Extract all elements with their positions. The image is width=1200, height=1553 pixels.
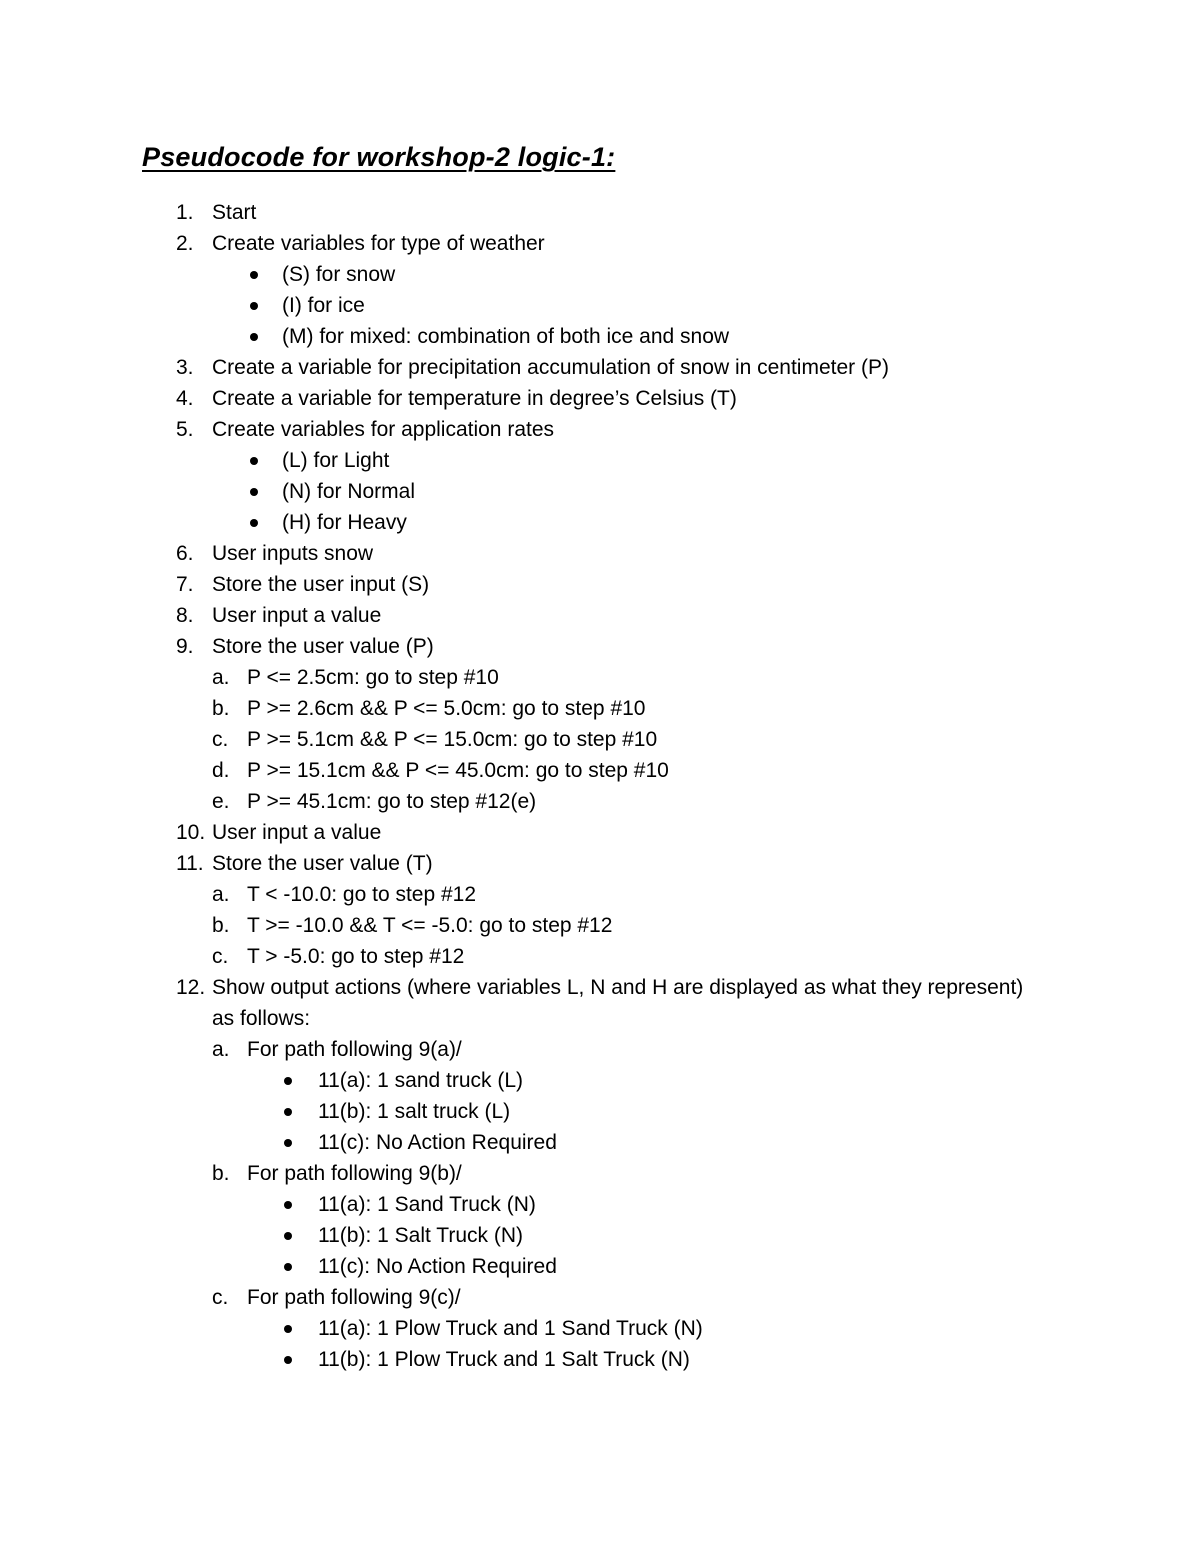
bullet-icon (284, 1077, 292, 1085)
list-item-text: 11(a): 1 Plow Truck and 1 Sand Truck (N) (318, 1317, 703, 1340)
list-item-text: Store the user value (T) (212, 852, 433, 875)
list-item (0, 1065, 1200, 1096)
bullet-icon (250, 271, 258, 279)
list-marker: 8. (176, 604, 194, 627)
list-item-text: Create variables for application rates (212, 418, 555, 441)
list-item-text: P >= 2.6cm && P <= 5.0cm: go to step #10 (247, 697, 646, 720)
list-item (0, 1189, 1200, 1220)
list-marker: e. (212, 790, 230, 813)
list-marker: 10. (176, 821, 206, 844)
list-item-text: T >= -10.0 && T <= -5.0: go to step #12 (247, 914, 613, 937)
list-item-text: Store the user value (P) (212, 635, 434, 658)
bullet-icon (284, 1139, 292, 1147)
list-item (0, 538, 1200, 569)
list-item (0, 817, 1200, 848)
list-marker: b. (212, 914, 230, 937)
list-marker: 1. (176, 201, 194, 224)
list-item-text: Store the user input (S) (212, 573, 430, 596)
pseudocode-list (0, 197, 1200, 1375)
bullet-icon (284, 1108, 292, 1116)
list-item (0, 1096, 1200, 1127)
list-item-text: 11(a): 1 sand truck (L) (318, 1069, 524, 1092)
list-item (0, 848, 1200, 879)
list-item (0, 1158, 1200, 1189)
list-item (0, 445, 1200, 476)
list-item (0, 1220, 1200, 1251)
list-marker: c. (212, 1286, 229, 1309)
list-item (0, 941, 1200, 972)
list-item (0, 1313, 1200, 1344)
list-marker: 6. (176, 542, 194, 565)
list-item-text: User inputs snow (212, 542, 374, 565)
list-item (0, 631, 1200, 662)
list-item (0, 290, 1200, 321)
list-item (0, 972, 1200, 1003)
list-item (0, 1034, 1200, 1065)
list-item (0, 259, 1200, 290)
list-item (0, 910, 1200, 941)
bullet-icon (250, 519, 258, 527)
list-item (0, 476, 1200, 507)
list-item (0, 1282, 1200, 1313)
list-item-text: (N) for Normal (282, 480, 416, 503)
bullet-icon (250, 488, 258, 496)
list-item-text: Create variables for type of weather (212, 232, 545, 255)
bullet-icon (284, 1325, 292, 1333)
list-item (0, 879, 1200, 910)
list-marker: 7. (176, 573, 194, 596)
list-item-text: (S) for snow (282, 263, 396, 286)
list-item-text: T < -10.0: go to step #12 (247, 883, 477, 906)
list-item (0, 507, 1200, 538)
list-item-text: Create a variable for temperature in degree’s Celsius (T) (212, 387, 737, 410)
list-item-text: User input a value (212, 604, 382, 627)
list-marker: 2. (176, 232, 194, 255)
bullet-icon (250, 302, 258, 310)
list-marker: a. (212, 1038, 230, 1061)
list-item (0, 600, 1200, 631)
list-item (0, 1251, 1200, 1282)
bullet-icon (284, 1201, 292, 1209)
list-item-text: User input a value (212, 821, 382, 844)
list-item (0, 1344, 1200, 1375)
list-marker: c. (212, 945, 229, 968)
list-item-text: P >= 15.1cm && P <= 45.0cm: go to step #10 (247, 759, 669, 782)
list-item-text: For path following 9(b)/ (247, 1162, 462, 1185)
list-marker: 12. (176, 976, 206, 999)
bullet-icon (284, 1263, 292, 1271)
list-item-text: Start (212, 201, 257, 224)
list-item-text: (H) for Heavy (282, 511, 407, 534)
list-marker: 9. (176, 635, 194, 658)
list-item-text: Show output actions (where variables L, N and H are displayed as what they represent) (212, 976, 1024, 999)
list-marker: 4. (176, 387, 194, 410)
list-item (0, 352, 1200, 383)
list-item (0, 414, 1200, 445)
list-item-text: (M) for mixed: combination of both ice and snow (282, 325, 730, 348)
list-item (0, 197, 1200, 228)
list-item-text: 11(c): No Action Required (318, 1255, 557, 1278)
list-marker: a. (212, 666, 230, 689)
list-item-text: For path following 9(a)/ (247, 1038, 462, 1061)
list-item-text: 11(b): 1 Plow Truck and 1 Salt Truck (N) (318, 1348, 690, 1371)
list-item-text: P >= 45.1cm: go to step #12(e) (247, 790, 537, 813)
list-item (0, 786, 1200, 817)
list-item-text: as follows: (212, 1007, 311, 1030)
list-item-text: Create a variable for precipitation accumulation of snow in centimeter (P) (212, 356, 889, 379)
list-item (0, 1127, 1200, 1158)
list-item-text: T > -5.0: go to step #12 (247, 945, 465, 968)
list-marker: 11. (176, 852, 204, 875)
list-item-text: 11(b): 1 Salt Truck (N) (318, 1224, 523, 1247)
list-marker: b. (212, 697, 230, 720)
bullet-icon (250, 333, 258, 341)
list-item (0, 321, 1200, 352)
list-item-text: 11(c): No Action Required (318, 1131, 557, 1154)
list-item-text: 11(a): 1 Sand Truck (N) (318, 1193, 536, 1216)
list-item (0, 693, 1200, 724)
list-marker: a. (212, 883, 230, 906)
list-item-text: P >= 5.1cm && P <= 15.0cm: go to step #10 (247, 728, 658, 751)
list-item (0, 755, 1200, 786)
list-marker: b. (212, 1162, 230, 1185)
list-item (0, 228, 1200, 259)
list-marker: c. (212, 728, 229, 751)
list-item-text: (L) for Light (282, 449, 390, 472)
list-item (0, 1003, 1200, 1034)
list-item (0, 569, 1200, 600)
list-marker: 5. (176, 418, 194, 441)
page-title: Pseudocode for workshop-2 logic-1: (142, 142, 616, 172)
list-item (0, 662, 1200, 693)
list-marker: 3. (176, 356, 194, 379)
bullet-icon (284, 1232, 292, 1240)
list-item-text: (I) for ice (282, 294, 365, 317)
bullet-icon (250, 457, 258, 465)
bullet-icon (284, 1356, 292, 1364)
list-item-text: For path following 9(c)/ (247, 1286, 461, 1309)
list-marker: d. (212, 759, 230, 782)
list-item-text: P <= 2.5cm: go to step #10 (247, 666, 499, 689)
list-item (0, 724, 1200, 755)
list-item (0, 383, 1200, 414)
list-item-text: 11(b): 1 salt truck (L) (318, 1100, 511, 1123)
